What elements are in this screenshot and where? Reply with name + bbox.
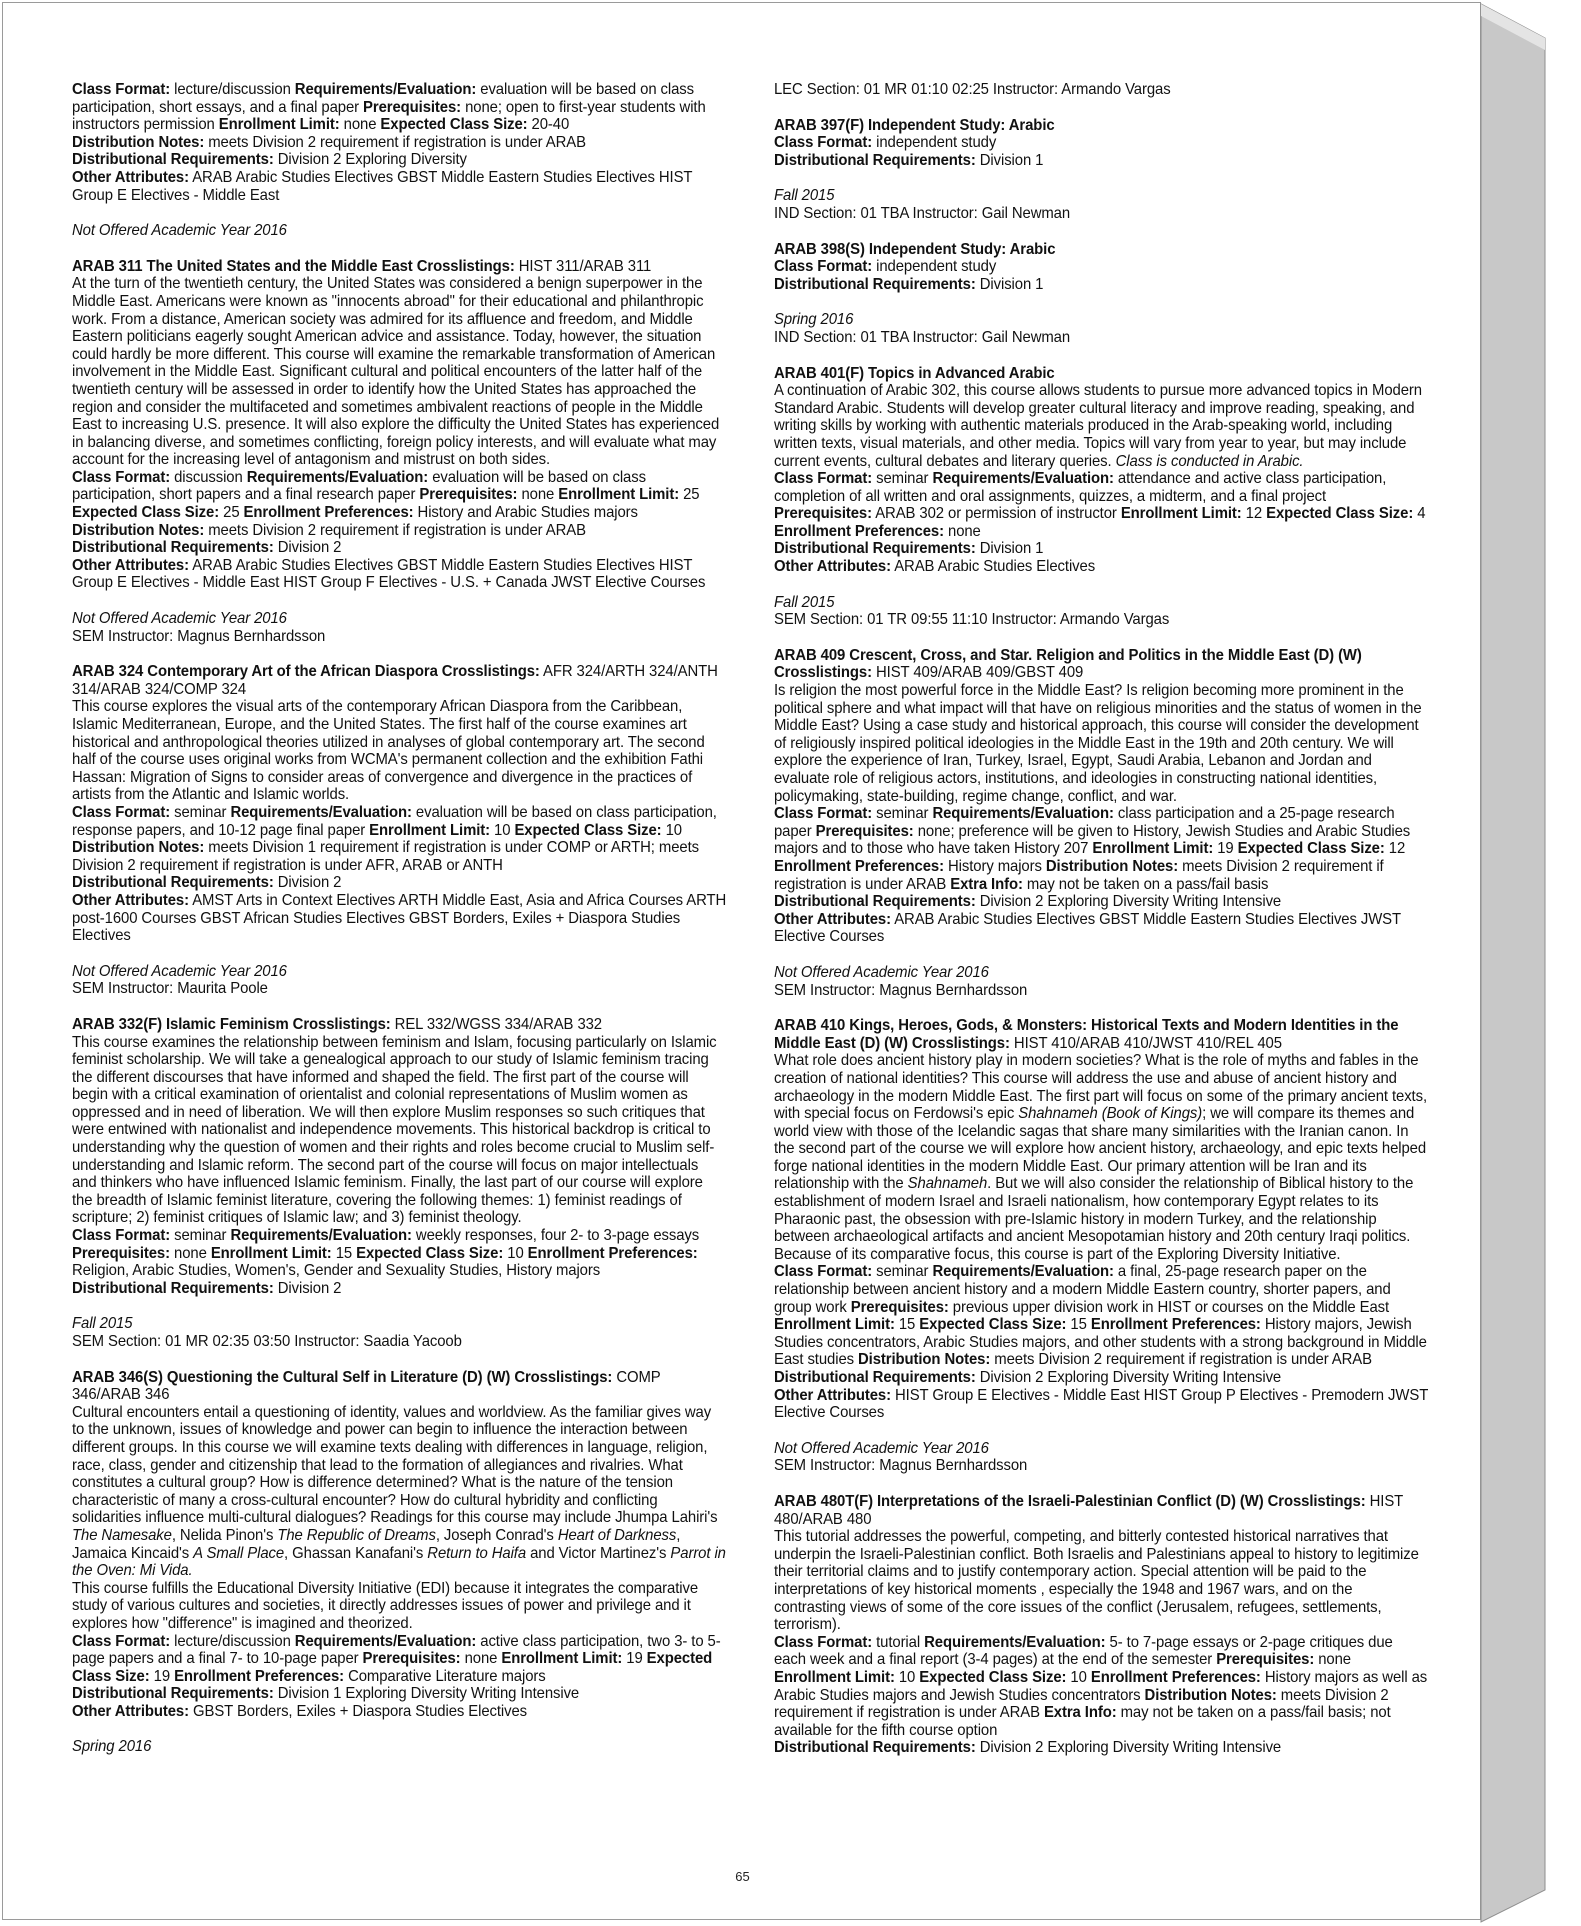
body-text: may not be taken on a pass/fail basis; not available for the fifth course option xyxy=(774,1704,1391,1739)
field-label: Expected Class Size: xyxy=(919,1316,1067,1334)
field-label: Class Format: xyxy=(72,468,171,486)
field-label: Enrollment Preferences: xyxy=(1090,1316,1261,1334)
field-label: Class Format: xyxy=(72,1632,171,1650)
body-text: Division 2 xyxy=(273,874,342,892)
body-text: independent study xyxy=(872,258,997,276)
section-line: SEM Instructor: Magnus Bernhardsson xyxy=(774,1457,1028,1475)
body-text: discussion xyxy=(170,468,247,486)
schedule-block xyxy=(72,1315,726,1350)
body-text: What role does ancient history play in modern societies? What is the role of myths and fables in the creation of national identities? This course will address the use and abuse of ancient history and archaeology in the modern Middle East. The first part will focus on some of the primary ancient texts, with special focus on Ferdowsi's epic xyxy=(774,1052,1427,1123)
course-paragraph xyxy=(72,1703,726,1721)
course-paragraph xyxy=(72,1633,726,1686)
field-label: Other Attributes: xyxy=(72,891,189,909)
body-text: Division 2 Exploring Diversity Writing Intensive xyxy=(975,893,1282,911)
body-text: 10 xyxy=(661,821,682,839)
body-text: Division 2 Exploring Diversity Writing Intensive xyxy=(975,1739,1282,1757)
body-text: 15 xyxy=(1066,1316,1091,1334)
field-label: Enrollment Preferences: xyxy=(174,1667,345,1685)
field-label: Extra Info: xyxy=(950,875,1023,893)
body-text: AMST Arts in Context Electives ARTH Middle East, Asia and Africa Courses ARTH post-1600 Courses GBST African Studies Electives GBST Borders, Exiles + Diaspora Studies Electives xyxy=(72,891,727,945)
body-text: Division 2 Exploring Diversity xyxy=(273,151,467,169)
course-paragraph xyxy=(774,276,1428,294)
course-paragraph xyxy=(774,1634,1428,1740)
body-text: meets Division 2 requirement if registration is under ARAB xyxy=(204,133,586,151)
body-text: 20-40 xyxy=(527,116,570,134)
body-text: 19 xyxy=(622,1650,647,1668)
catalog-page xyxy=(2,2,1481,1920)
body-text: seminar xyxy=(170,803,231,821)
body-text: ARAB Arabic Studies Electives xyxy=(890,558,1096,576)
field-label: Enrollment Limit: xyxy=(1120,505,1242,523)
course-paragraph xyxy=(774,1369,1428,1387)
section-line: SEM Instructor: Magnus Bernhardsson xyxy=(72,627,326,645)
italic-text: Shahnameh xyxy=(907,1175,988,1193)
course-title: ARAB 397(F) Independent Study: Arabic xyxy=(774,116,1055,134)
body-text: Division 2 xyxy=(273,539,342,557)
course-paragraph xyxy=(774,1528,1428,1634)
body-text: none; preference will be given to History, Jewish Studies and Arabic Studies majors and to those who have taken History 207 xyxy=(774,822,1411,858)
field-label: Expected Class Size: xyxy=(72,1650,713,1685)
body-text: 15 xyxy=(331,1244,357,1262)
course-paragraph xyxy=(72,1404,726,1580)
term-label: Spring 2016 xyxy=(774,311,854,329)
field-label: Distribution Notes: xyxy=(1045,857,1179,875)
field-label: Expected Class Size: xyxy=(380,116,528,134)
body-text: Cultural encounters entail a questioning of identity, values and worldview. As the familiar gives way to the unknown, issues of knowledge and power can begin to influence the interaction between different groups. In this course we will examine texts dealing with differences in language, religion, race, class, gender and citizenship that lead to the formation of allegiances and rivalries. What constitutes a cultural group? How is difference determined? What is the nature of the tension characteristic of many a cross-cultural encounter? How do cultural hybridity and conflicting solidarities influence multi-cultural dialogues? Readings for this course may include Jhumpa Lahiri's xyxy=(72,1403,718,1527)
body-text: This course explores the visual arts of the contemporary African Diaspora from the Caribbean, Islamic Mediterranean, Europe, and the United States. The first half of the course examines art historical and anthropological theories utilized in analyses of global contemporary art. The second half of the course uses original works from WCMA's permanent collection and the exhibition Fathi Hassan: Migration of Signs to consider areas of convergence and divergence in the practices of artists from the Atlantic and Islamic worlds. xyxy=(72,698,705,804)
body-text: meets Division 1 requirement if registration is under COMP or ARTH; meets Division 2 requirement if registration is under AFR, ARAB or ANTH xyxy=(72,839,699,874)
italic-text: Return to Haifa xyxy=(427,1544,527,1562)
page-number: 65 xyxy=(735,1869,750,1884)
section-line: SEM Instructor: Maurita Poole xyxy=(72,980,268,998)
body-text: evaluation will be based on class participation, short essays, and a final paper xyxy=(72,81,695,116)
field-label: Other Attributes: xyxy=(72,168,189,186)
field-label: Enrollment Limit: xyxy=(501,1650,623,1668)
course-paragraph xyxy=(774,1052,1428,1263)
body-text: , Joseph Conrad's xyxy=(435,1526,558,1544)
course-title: ARAB 346(S) Questioning the Cultural Self in Literature (D) (W) Crosslistings: xyxy=(72,1368,613,1386)
course-entry xyxy=(72,1369,726,1721)
course-heading xyxy=(72,663,726,698)
field-label: Other Attributes: xyxy=(72,1702,189,1720)
course-paragraph xyxy=(72,1580,726,1633)
course-title: ARAB 311 The United States and the Middle East Crosslistings: xyxy=(72,257,515,275)
field-label: Enrollment Limit: xyxy=(774,1668,895,1686)
field-label: Prerequisites: xyxy=(850,1298,949,1316)
course-paragraph xyxy=(774,682,1428,805)
body-text: 12 xyxy=(1241,505,1267,523)
body-text: none; open to first-year students with instructors permission xyxy=(72,98,706,134)
body-text: HIST Group E Electives - Middle East HIST Group P Electives - Premodern JWST Elective Courses xyxy=(774,1386,1428,1422)
body-text: meets Division 2 requirement if registration is under ARAB xyxy=(204,521,586,539)
body-text: weekly responses, four 2- to 3-page essays xyxy=(411,1227,700,1245)
field-label: Distributional Requirements: xyxy=(72,874,274,892)
body-text: History majors xyxy=(943,857,1046,875)
course-heading xyxy=(774,241,1428,259)
body-text: 5- to 7-page essays or 2-page critiques due each week and a final report (3-4 pages) at the end of the semester xyxy=(774,1633,1393,1669)
body-text: seminar xyxy=(872,1263,933,1281)
body-text: none xyxy=(943,522,981,540)
section-line: IND Section: 01 TBA Instructor: Gail Newman xyxy=(774,328,1071,346)
term-label: Not Offered Academic Year 2016 xyxy=(72,610,287,628)
body-text: evaluation will be based on class participation, short papers and a final research paper xyxy=(72,468,646,504)
body-text: a final, 25-page research paper on the relationship between ancient history and a modern Middle Eastern country, shorter papers, and group work xyxy=(774,1263,1391,1316)
field-label: Requirements/Evaluation: xyxy=(932,805,1114,823)
body-text: tutorial xyxy=(872,1633,925,1651)
field-label: Class Format: xyxy=(72,81,171,98)
schedule-block xyxy=(72,610,726,645)
crosslistings: HIST 311/ARAB 311 xyxy=(514,257,652,275)
crosslistings: COMP 346/ARAB 346 xyxy=(72,1368,661,1404)
field-label: Expected Class Size: xyxy=(1237,840,1385,858)
body-text: ; we will compare its themes and world view with those of the Icelandic sagas that share many similarities with the Iranian canon. In the second part of the course we will explore how ancient history, archaeology, and epic texts helped forge national identities in the modern Middle East. Our primary attention will be Iran and its relationship with the xyxy=(774,1105,1427,1193)
field-label: Expected Class Size: xyxy=(1266,505,1414,523)
body-text: GBST Borders, Exiles + Diaspora Studies Electives xyxy=(188,1702,528,1720)
body-text: attendance and active class participation, completion of all written and oral assignments, quizzes, a midterm, and a final project xyxy=(774,470,1387,505)
crosslistings: REL 332/WGSS 334/ARAB 332 xyxy=(390,1015,603,1033)
schedule-block xyxy=(774,187,1428,222)
field-label: Other Attributes: xyxy=(774,1386,891,1404)
field-label: Distributional Requirements: xyxy=(774,275,976,293)
right-column xyxy=(774,81,1428,1775)
course-paragraph xyxy=(774,258,1428,276)
course-title: ARAB 401(F) Topics in Advanced Arabic xyxy=(774,364,1055,382)
body-text: 25 xyxy=(679,486,700,504)
course-paragraph xyxy=(72,874,726,892)
body-text: active class participation, two 3- to 5-page papers and a final 7- to 10-page paper xyxy=(72,1632,721,1668)
left-column xyxy=(72,81,726,1774)
schedule-block xyxy=(774,594,1428,629)
course-paragraph xyxy=(774,382,1428,470)
course-entry xyxy=(774,117,1428,170)
crosslistings: HIST 480/ARAB 480 xyxy=(774,1492,1403,1528)
field-label: Enrollment Preferences: xyxy=(243,504,414,522)
body-text: seminar xyxy=(872,805,933,823)
course-heading xyxy=(72,1369,726,1404)
italic-text: Parrot in the Oven: Mi Vida. xyxy=(72,1544,726,1580)
field-label: Class Format: xyxy=(72,803,171,821)
field-label: Enrollment Limit: xyxy=(210,1244,332,1262)
course-paragraph xyxy=(774,558,1428,576)
body-text: none xyxy=(339,116,381,134)
field-label: Distributional Requirements: xyxy=(72,1279,274,1297)
field-label: Distribution Notes: xyxy=(1144,1686,1277,1704)
body-text: History majors, Jewish Studies concentrators, Arabic Studies majors, and other students with a strong background in Middle East studies xyxy=(774,1316,1427,1369)
field-label: Enrollment Limit: xyxy=(1092,840,1214,858)
course-paragraph xyxy=(72,1685,726,1703)
field-label: Class Format: xyxy=(774,134,873,152)
course-entry xyxy=(72,663,726,945)
course-heading xyxy=(774,1017,1428,1052)
field-label: Prerequisites: xyxy=(419,486,518,504)
course-title: ARAB 480T(F) Interpretations of the Israeli-Palestinian Conflict (D) (W) Crosslistings: xyxy=(774,1492,1366,1510)
term-label: Fall 2015 xyxy=(774,593,835,611)
body-text: and Victor Martinez's xyxy=(526,1544,671,1562)
course-title: ARAB 409 Crescent, Cross, and Star. Religion and Politics in the Middle East (D) (W) Crosslistings: xyxy=(774,646,1362,682)
field-label: Requirements/Evaluation: xyxy=(932,1263,1114,1281)
term-label: Fall 2015 xyxy=(774,187,835,205)
term-label: Not Offered Academic Year 2016 xyxy=(774,963,989,981)
section-line: SEM Instructor: Magnus Bernhardsson xyxy=(774,981,1028,999)
crosslistings: AFR 324/ARTH 324/ANTH 314/ARAB 324/COMP 324 xyxy=(72,663,718,698)
course-entry xyxy=(774,1493,1428,1757)
body-text: At the turn of the twentieth century, the United States was considered a benign superpower in the Middle East. Americans were known as "innocents abroad" for their educational and philanthropic work. From a distance, American society was admired for its affluence and freedom, and Middle Eastern politicians eagerly sought American advice and assistance. Today, however, the situation could hardly be more different. This course will examine the remarkable transformation of American involvement in the Middle East. Significant cultural and political encounters of the latter half of the twentieth century will be assessed in order to identify how the United States has approached the region and consider the multifaceted and sometimes ambivalent reactions of people in the Middle East to increasing U.S. presence. It will also explore the difficulty the United States has experienced in balancing diverse, and sometimes conflicting, foreign policy interests, and will evaluate what may account for the increasing level of antagonism and mistrust on both sides. xyxy=(72,275,720,469)
field-label: Requirements/Evaluation: xyxy=(294,1632,477,1650)
field-label: Class Format: xyxy=(774,805,873,823)
course-paragraph xyxy=(72,169,726,204)
field-label: Expected Class Size: xyxy=(514,821,662,839)
course-paragraph xyxy=(774,134,1428,152)
field-label: Enrollment Preferences: xyxy=(1090,1668,1261,1686)
field-label: Requirements/Evaluation: xyxy=(230,1227,412,1245)
body-text: 10 xyxy=(503,1244,528,1262)
field-label: Other Attributes: xyxy=(774,558,891,576)
body-text: 12 xyxy=(1384,840,1406,858)
italic-text: Shahnameh (Book of Kings) xyxy=(1018,1105,1203,1123)
course-paragraph xyxy=(774,911,1428,946)
field-label: Prerequisites: xyxy=(72,1244,170,1262)
course-title: ARAB 332(F) Islamic Feminism Crosslistings: xyxy=(72,1015,391,1033)
term-label: Not Offered Academic Year 2016 xyxy=(72,962,287,980)
body-text: 25 xyxy=(219,504,244,522)
body-text: Division 1 Exploring Diversity Writing Intensive xyxy=(273,1685,580,1703)
body-text: 19 xyxy=(1213,840,1238,858)
body-text: meets Division 2 requirement if registration is under ARAB xyxy=(990,1351,1372,1369)
course-paragraph xyxy=(72,892,726,945)
course-paragraph xyxy=(774,1739,1428,1757)
body-text: 10 xyxy=(489,821,515,839)
course-paragraph xyxy=(72,134,726,152)
field-label: Enrollment Preferences: xyxy=(774,522,944,540)
field-label: Distributional Requirements: xyxy=(72,151,274,169)
schedule-block xyxy=(72,963,726,998)
schedule-block xyxy=(72,222,726,240)
course-entry xyxy=(72,81,726,204)
course-paragraph xyxy=(774,805,1428,893)
field-label: Expected Class Size: xyxy=(72,504,220,522)
field-label: Distribution Notes: xyxy=(72,839,205,857)
course-paragraph xyxy=(774,470,1428,505)
schedule-block xyxy=(774,311,1428,346)
course-title: ARAB 324 Contemporary Art of the African Diaspora Crosslistings: xyxy=(72,663,540,681)
course-heading xyxy=(774,365,1428,383)
field-label: Enrollment Limit: xyxy=(774,1316,895,1334)
course-entry xyxy=(72,1016,726,1298)
field-label: Distributional Requirements: xyxy=(774,1739,976,1757)
field-label: Prerequisites: xyxy=(363,98,462,116)
body-text: History majors as well as Arabic Studies majors and Jewish Studies concentrators xyxy=(774,1668,1428,1704)
italic-text: The Republic of Dreams xyxy=(277,1526,436,1544)
body-text: Religion, Arabic Studies, Women's, Gender and Sexuality Studies, History majors xyxy=(72,1262,601,1280)
field-label: Requirements/Evaluation: xyxy=(230,803,412,821)
course-paragraph xyxy=(72,804,726,874)
section-line: SEM Section: 01 MR 02:35 03:50 Instructor: Saadia Yacoob xyxy=(72,1333,462,1350)
course-title: ARAB 410 Kings, Heroes, Gods, & Monsters: Historical Texts and Modern Identities in the Middle East (D) (W) Crosslistings: xyxy=(774,1017,1399,1052)
term-label: Spring 2016 xyxy=(72,1738,152,1756)
body-text: Is religion the most powerful force in the Middle East? Is religion becoming more prominent in the political sphere and what impact will that have on religious minorities and the status of women in the Middle East? Using a case study and historical approach, this course will consider the development of religiously inspired political ideologies in the Middle East in the 19th and 20th century. We will explore the experience of Iran, Turkey, Israel, Egypt, Saudi Arabia, Lebanon and Jordan and evaluate role of religious actors, institutions, and ideologies in constructing national identities, policymaking, state-building, regime change, conflict, and war. xyxy=(774,682,1422,805)
course-entry xyxy=(774,365,1428,576)
course-paragraph xyxy=(72,1034,726,1228)
course-entry xyxy=(774,647,1428,946)
field-label: Distributional Requirements: xyxy=(72,1685,274,1703)
field-label: Enrollment Preferences: xyxy=(527,1244,698,1262)
field-label: Distribution Notes: xyxy=(858,1351,991,1369)
body-text: This course examines the relationship between feminism and Islam, focusing particularly on Islamic feminist scholarship. We will take a genealogical approach to our study of Islamic feminism tracing the different discourses that have informed and shaped the field. The first part of the course will begin with a critical examination of orientalist and colonial representations of Muslim women as oppressed and in need of liberation. We will then explore Muslim responses so such critiques that were entwined with nationalist and independence movements. This historical backdrop is critical to understanding why the question of women and their rights and roles become crucial to Muslim self-understanding and Islamic reform. The second part of the course will focus on major intellectuals and thinkers who have influenced Islamic feminism. Finally, the last part of our course will explore the breadth of Islamic feminist literature, covering the following themes: 1) feminist readings of scripture; 2) feminist critiques of Islamic law; and 3) feminist theology. xyxy=(72,1033,717,1227)
field-label: Class Format: xyxy=(72,1227,171,1245)
course-paragraph xyxy=(72,522,726,540)
schedule-block xyxy=(774,964,1428,999)
body-text: 15 xyxy=(894,1316,920,1334)
body-text: ARAB Arabic Studies Electives GBST Middle Eastern Studies Electives JWST Elective Courses xyxy=(774,910,1401,946)
body-text: may not be taken on a pass/fail basis xyxy=(1022,875,1269,893)
body-text: ARAB 302 or permission of instructor xyxy=(871,505,1121,523)
field-label: Enrollment Limit: xyxy=(218,116,340,134)
body-text: seminar xyxy=(872,470,933,488)
body-text: seminar xyxy=(170,1227,231,1245)
crosslistings: HIST 409/ARAB 409/GBST 409 xyxy=(871,664,1084,682)
body-text: 10 xyxy=(1066,1668,1091,1686)
term-label: Not Offered Academic Year 2016 xyxy=(774,1439,989,1457)
field-label: Expected Class Size: xyxy=(356,1244,504,1262)
schedule-block xyxy=(72,1738,726,1756)
crosslistings: HIST 410/ARAB 410/JWST 410/REL 405 xyxy=(1009,1034,1282,1052)
schedule-block xyxy=(774,81,1428,99)
course-paragraph xyxy=(774,893,1428,911)
section-line: LEC Section: 01 MR 01:10 02:25 Instructor: Armando Vargas xyxy=(774,81,1171,98)
field-label: Other Attributes: xyxy=(72,556,189,574)
field-label: Class Format: xyxy=(774,258,873,276)
body-text: Division 1 xyxy=(975,540,1044,558)
course-paragraph xyxy=(774,505,1428,540)
course-heading xyxy=(774,117,1428,135)
body-text: evaluation will be based on class participation, response papers, and 10-12 page final paper xyxy=(72,803,717,839)
body-text: , Ghassan Kanafani's xyxy=(284,1544,428,1562)
italic-text: The Namesake xyxy=(72,1526,172,1544)
field-label: Expected Class Size: xyxy=(919,1668,1067,1686)
field-label: Requirements/Evaluation: xyxy=(932,470,1114,488)
course-entry xyxy=(72,258,726,592)
course-heading xyxy=(72,1016,726,1034)
body-text: , Nelida Pinon's xyxy=(171,1526,278,1544)
field-label: Requirements/Evaluation: xyxy=(294,81,477,98)
field-label: Distributional Requirements: xyxy=(774,151,976,169)
body-text: . But we will also consider the relationship of Biblical history to the establishment of modern Israel and Israeli nationalism, how contemporary Egypt relates to its Pharaonic past, the obsession with pre-Islamic history in modern Turkey, and the relationship between archaeological artifacts and ancient Mesopotamian history and 20th century Iraqi politics. Because of its comparative focus, this course is part of the Exploring Diversity Initiative. xyxy=(774,1175,1414,1263)
body-text: meets Division 2 requirement if registration is under ARAB xyxy=(774,857,1384,893)
field-label: Requirements/Evaluation: xyxy=(246,468,429,486)
field-label: Enrollment Preferences: xyxy=(774,857,944,875)
body-text: Division 2 Exploring Diversity Writing Intensive xyxy=(975,1369,1282,1386)
body-text: This tutorial addresses the powerful, competing, and bitterly contested historical narratives that underpin the Israeli-Palestinian conflict. Both Israelis and Palestinians appeal to history to legitimize their territorial claims and to justify contemporary action. Special attention will be paid to the interpretations of key historical moments , especially the 1948 and 1967 wars, and on the contrasting views of some of the core issues of the conflict (Jerusalem, refugees, settlements, terrorism). xyxy=(774,1528,1419,1634)
italic-text: Heart of Darkness xyxy=(557,1526,677,1544)
course-paragraph xyxy=(72,1280,726,1298)
course-paragraph xyxy=(72,151,726,169)
body-text: none xyxy=(460,1650,502,1668)
field-label: Distributional Requirements: xyxy=(774,893,976,911)
field-label: Class Format: xyxy=(774,1633,873,1651)
section-line: SEM Section: 01 TR 09:55 11:10 Instructor: Armando Vargas xyxy=(774,611,1170,629)
course-paragraph xyxy=(774,152,1428,170)
body-text: none xyxy=(169,1244,211,1262)
course-entry xyxy=(774,241,1428,294)
body-text: 19 xyxy=(149,1667,175,1685)
body-text: meets Division 2 requirement if registration is under ARAB xyxy=(774,1686,1389,1722)
field-label: Requirements/Evaluation: xyxy=(924,1633,1106,1651)
field-label: Prerequisites: xyxy=(815,822,914,840)
field-label: Prerequisites: xyxy=(362,1650,461,1668)
field-label: Enrollment Limit: xyxy=(558,486,680,504)
course-heading xyxy=(72,258,726,276)
field-label: Prerequisites: xyxy=(1216,1651,1315,1669)
course-paragraph xyxy=(72,81,726,134)
field-label: Class Format: xyxy=(774,470,873,488)
field-label: Distributional Requirements: xyxy=(774,1369,976,1386)
field-label: Prerequisites: xyxy=(774,505,872,523)
course-paragraph xyxy=(774,1387,1428,1422)
course-paragraph xyxy=(72,557,726,592)
body-text: Division 1 xyxy=(975,151,1044,169)
term-label: Not Offered Academic Year 2016 xyxy=(72,222,287,240)
body-text: A continuation of Arabic 302, this course allows students to pursue more advanced topics in Modern Standard Arabic. Students will develop greater cultural literacy and improve reading, speaking, and writing skills by working with authentic materials produced in the Arab-speaking world, including written texts, visual materials, and other media. Topics will vary from year to year, but may include current events, cultural debates and literary queries. xyxy=(774,382,1422,470)
body-text: Division 1 xyxy=(975,275,1044,293)
field-label: Class Format: xyxy=(774,1263,873,1281)
course-paragraph xyxy=(774,1263,1428,1369)
schedule-block xyxy=(774,1440,1428,1475)
body-text: 4 xyxy=(1413,505,1426,523)
course-entry xyxy=(774,1017,1428,1422)
body-text: History and Arabic Studies majors xyxy=(413,504,638,522)
body-text: independent study xyxy=(872,134,997,152)
field-label: Other Attributes: xyxy=(774,910,891,928)
body-text: This course fulfills the Educational Diversity Initiative (EDI) because it integrates the comparative study of various cultures and societies, it directly addresses issues of power and privilege and it explores how "difference" is imagined and theorized. xyxy=(72,1579,699,1632)
body-text: none xyxy=(1314,1651,1351,1669)
body-text: Comparative Literature majors xyxy=(344,1667,546,1685)
body-text: ARAB Arabic Studies Electives GBST Middle Eastern Studies Electives HIST Group E Electives - Middle East xyxy=(72,168,693,204)
course-heading xyxy=(774,1493,1428,1528)
field-label: Distributional Requirements: xyxy=(774,540,976,558)
section-line: IND Section: 01 TBA Instructor: Gail Newman xyxy=(774,204,1071,222)
italic-text: A Small Place xyxy=(193,1544,285,1562)
field-label: Enrollment Limit: xyxy=(369,821,490,839)
course-paragraph xyxy=(72,275,726,469)
course-paragraph xyxy=(72,698,726,804)
body-text: Division 2 xyxy=(273,1279,342,1297)
body-text: previous upper division work in HIST or courses on the Middle East xyxy=(948,1298,1390,1316)
body-text: none xyxy=(517,486,559,504)
body-text: lecture/discussion xyxy=(170,81,295,98)
course-heading xyxy=(774,647,1428,682)
course-paragraph xyxy=(72,1227,726,1280)
term-label: Fall 2015 xyxy=(72,1315,133,1333)
course-title: ARAB 398(S) Independent Study: Arabic xyxy=(774,240,1056,258)
body-text: 10 xyxy=(894,1668,920,1686)
field-label: Extra Info: xyxy=(1043,1704,1117,1722)
italic-text: Class is conducted in Arabic. xyxy=(1115,452,1304,470)
body-text: ARAB Arabic Studies Electives GBST Middle Eastern Studies Electives HIST Group E Electives - Middle East HIST Group F Electives - U.S. + Canada JWST Elective Courses xyxy=(72,556,706,592)
course-paragraph xyxy=(72,469,726,522)
body-text: lecture/discussion xyxy=(170,1632,295,1650)
field-label: Distribution Notes: xyxy=(72,133,205,151)
body-text: class participation and a 25-page research paper xyxy=(774,805,1395,840)
body-text: , Jamaica Kincaid's xyxy=(72,1526,681,1562)
field-label: Distribution Notes: xyxy=(72,521,205,539)
course-paragraph xyxy=(72,539,726,557)
field-label: Distributional Requirements: xyxy=(72,539,274,557)
course-paragraph xyxy=(774,540,1428,558)
